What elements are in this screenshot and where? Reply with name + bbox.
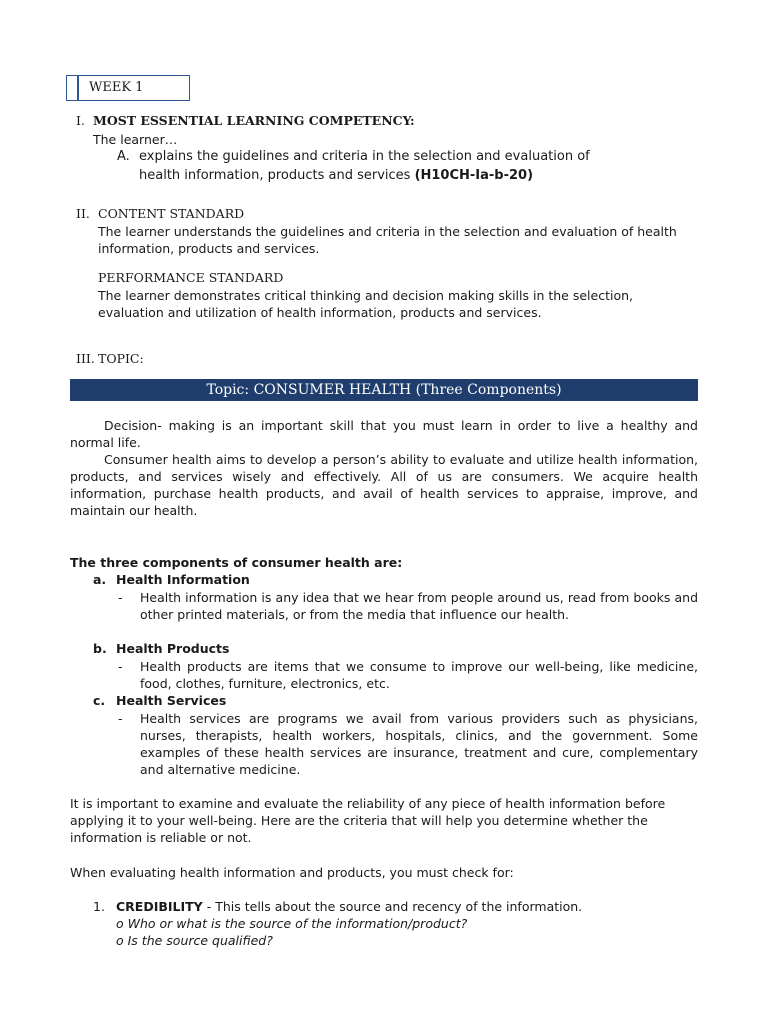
performance-standard-text: The learner demonstrates critical thinking and decision making skills in the selection, evaluation and utilization of health information, products and services. <box>98 288 633 320</box>
component-a-desc: Health information is any idea that we hear from people around us, read from books and other printed materials, or from the media that influence our health. <box>140 590 698 622</box>
criteria-number: 1. <box>93 899 105 914</box>
component-c-title: Health Services <box>116 693 227 708</box>
competency-code: (H10CH-Ia-b-20) <box>414 168 534 183</box>
paragraph-evaluating: When evaluating health information and products, you must check for: <box>70 865 514 880</box>
component-a-title: Health Information <box>116 572 250 587</box>
section3-heading: TOPIC: <box>98 351 144 366</box>
credibility-desc: - This tells about the source and recency of the information. <box>202 899 583 914</box>
component-c-desc: Health services are programs we avail from various providers such as physicians, nurses, therapists, health workers, hospitals, clinics, and the government. Some examples of these health services are insurance, treatment and cure, complementary and alternative medicine. <box>140 711 698 777</box>
paragraph-reliability: It is important to examine and evaluate the reliability of any piece of health information before applying it to your well-being. Here are the criteria that will help you determine whether the information is reliable or not. <box>70 796 666 845</box>
bullet-dash: - <box>118 590 123 605</box>
component-b-letter: b. <box>93 641 107 656</box>
section1-numeral: I. <box>76 113 85 128</box>
section3-numeral: III. <box>76 351 95 366</box>
bullet-dash: - <box>118 659 123 674</box>
section1-item-text-2: health information, products and services <box>139 168 411 183</box>
component-b-desc: Health products are items that we consume to improve our well-being, like medicine, food, clothes, furniture, electronics, etc. <box>140 659 698 691</box>
week-label: WEEK 1 <box>89 80 144 95</box>
topic-banner: Topic: CONSUMER HEALTH (Three Components) <box>70 379 698 401</box>
criteria-line <box>116 898 582 915</box>
week-label-box <box>66 75 190 101</box>
component-c-letter: c. <box>93 693 106 708</box>
section1-intro: The learner… <box>93 132 178 147</box>
section1-item-text-1: explains the guidelines and criteria in the selection and evaluation of <box>139 149 590 164</box>
component-b-title: Health Products <box>116 641 230 656</box>
week-box-bar <box>77 76 79 100</box>
paragraph-consumer-health: Consumer health aims to develop a person’s ability to evaluate and utilize health information, products, and services wisely and effectively. All of us are consumers. We acquire health information, purchase health products, and avail of health services to appraise, improve, and maintain our health. <box>70 452 698 518</box>
section1-heading: MOST ESSENTIAL LEARNING COMPETENCY: <box>93 113 415 128</box>
section1-item-letter: A. <box>117 149 130 164</box>
paragraph-decision-making: Decision- making is an important skill that you must learn in order to live a healthy and normal life. <box>70 418 698 450</box>
performance-standard-heading: PERFORMANCE STANDARD <box>98 270 284 285</box>
credibility-question-1: o Who or what is the source of the information/product? <box>116 916 468 931</box>
components-heading: The three components of consumer health are: <box>70 555 403 570</box>
section1-item-line-2 <box>139 167 533 184</box>
section2-heading: CONTENT STANDARD <box>98 206 245 221</box>
credibility-question-2: o Is the source qualified? <box>116 933 273 948</box>
credibility-title: CREDIBILITY <box>116 899 203 914</box>
content-standard-text: The learner understands the guidelines and criteria in the selection and evaluation of health information, products and services. <box>98 224 677 256</box>
bullet-dash: - <box>118 711 123 726</box>
component-a-letter: a. <box>93 572 107 587</box>
section2-numeral: II. <box>76 206 90 221</box>
